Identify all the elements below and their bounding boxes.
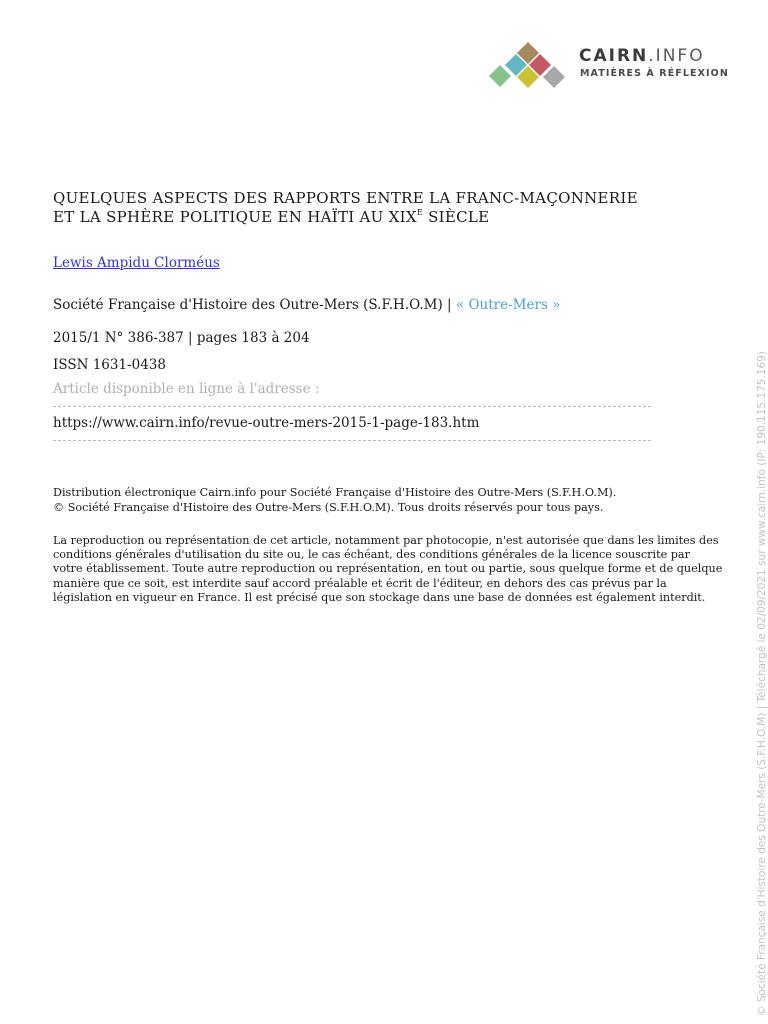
download-watermark: © Société Française d'Histoire des Outre-Mers (S.F.H.O.M) | Téléchargé le 02/09/2021 sur www.cairn.info (IP: 190.115.175.169) [756, 351, 768, 1016]
logo-wordmark-main: CAIRN [579, 46, 649, 66]
availability-label: Article disponible en ligne à l'adresse : [53, 381, 320, 397]
logo-diamond-far-left [489, 65, 511, 87]
article-title-line2-end: SIÈCLE [423, 208, 490, 226]
copyright-line: © Société Française d'Histoire des Outre-Mers (S.F.H.O.M). Tous droits réservés pour tous pays. [53, 501, 604, 514]
issn-info: ISSN 1631-0438 [53, 357, 166, 373]
article-title-superscript: E [416, 208, 424, 217]
article-title-line2: ET LA SPHÈRE POLITIQUE EN HAÏTI AU XIX [53, 208, 417, 226]
distribution-line: Distribution électronique Cairn.info pour Société Française d'Histoire des Outre-Mers (S.F.H.O.M). [53, 486, 617, 499]
publisher-line [53, 297, 560, 313]
cairn-logo-mark-icon [488, 40, 570, 92]
logo-wordmark-suffix: .INFO [648, 46, 705, 66]
author-link[interactable]: Lewis Ampidu Clorméus [53, 255, 220, 271]
issue-info: 2015/1 N° 386-387 | pages 183 à 204 [53, 330, 310, 346]
article-url-link[interactable]: https://www.cairn.info/revue-outre-mers-2015-1-page-183.htm [53, 415, 480, 431]
legal-notice: La reproduction ou représentation de cet article, notamment par photocopie, n'est autorisée que dans les limites des conditions générales d'utilisation du site ou, le cas échéant, des conditions générales de la licence souscrite par votre établissement. Toute autre reproduction ou représentation, en tout ou partie, sous quelque forme et de quelque manière que ce soit, est interdite sauf accord préalable et écrit de l'éditeur, en dehors des cas prévus par la législation en vigueur en France. Il est précisé que son stockage dans une base de données est également interdit. [53, 534, 723, 604]
article-title [53, 189, 723, 227]
logo-tagline: MATIÈRES À RÉFLEXION [580, 68, 729, 79]
dashed-divider-top [53, 406, 651, 407]
publisher-separator: | [442, 297, 456, 313]
cairn-logo[interactable] [488, 40, 728, 96]
dashed-divider-bottom [53, 440, 651, 441]
distribution-notice [53, 485, 723, 515]
journal-link[interactable]: « Outre-Mers » [455, 297, 561, 313]
publisher-name: Société Française d'Histoire des Outre-Mers (S.F.H.O.M) [53, 297, 443, 313]
article-title-line1: QUELQUES ASPECTS DES RAPPORTS ENTRE LA FRANC-MAÇONNERIE [53, 189, 638, 207]
logo-wordmark [579, 46, 705, 66]
